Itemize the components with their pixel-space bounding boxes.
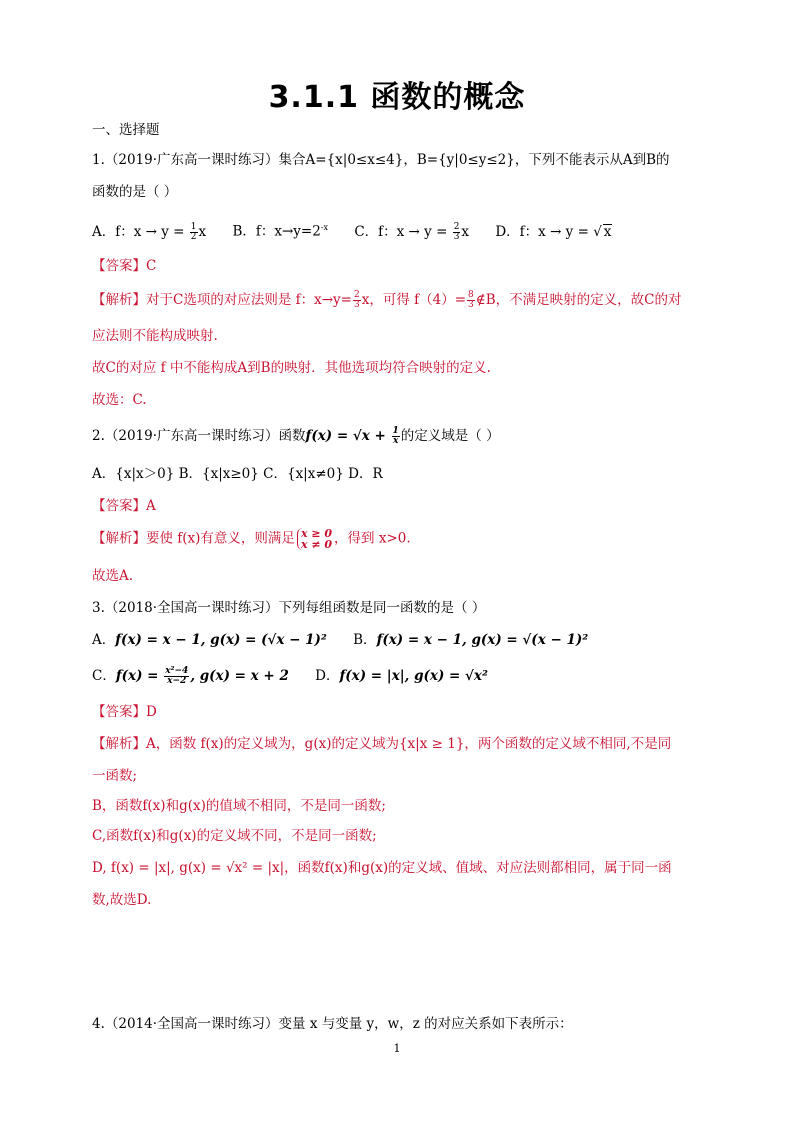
q2-answer: 【答案】A: [92, 498, 156, 514]
q3-explanation-line5: D, f(x) = |x|, g(x) = √x² = |x|，函数f(x)和g(x)的定义域、值域、对应法则都相同，属于同一函: [92, 860, 672, 876]
q1-explanation-line4: 故选：C.: [92, 392, 147, 408]
q1-explanation-line2: 应法则不能构成映射.: [92, 328, 218, 344]
q2-options: A．{x|x＞0} B．{x|x≥0} C．{x|x≠0} D．R: [92, 466, 383, 482]
q3-option-b: B．f(x) = x − 1, g(x) = √(x − 1)²: [353, 632, 589, 648]
q1-option-d: D．f：x → y = √ x: [495, 223, 612, 240]
q2-explanation-line2: 故选A.: [92, 568, 134, 584]
q3-options-cd: [92, 666, 510, 686]
q3-explanation-line2: 一函数;: [92, 768, 138, 784]
q1-stem-line1: 1.（2019·广东高一课时练习）集合A={x|0≤x≤4}，B={y|0≤y≤2}，下列不能表示从A到B的: [92, 152, 670, 168]
q1-answer: 【答案】C: [92, 258, 157, 274]
q3-stem: 3.（2018·全国高一课时练习）下列每组函数是同一函数的是（ ）: [92, 600, 486, 616]
q2-stem: 2.（2019·广东高一课时练习）函数f(x) = √x + $\frac{1}{x}$ 的定义域是（ ）: [92, 426, 500, 446]
q3-explanation-line3: B，函数f(x)和g(x)的值域不相同，不是同一函数;: [92, 798, 386, 814]
q1-explanation-line1: 【解析】对于C选项的对应法则是 f：x→y= $\frac{2}{3}$ x，可得 f（4）= $\frac{8}{3}$ ∉B，不满足映射的定义，故C的对: [92, 290, 682, 310]
q3-option-c: C．f(x) = $\frac{\text{x²−4}}{x-2}$ , g(x) = x + 2: [92, 666, 289, 686]
q1-option-c: C．f：x → y = $\frac{2}{3}$ x: [354, 221, 470, 242]
q1-option-a: A．f：x → y = $\frac{1}{2}$ x: [92, 221, 207, 242]
q1-option-b: B．f：$x\to y=2^{-x}$: [232, 223, 329, 240]
q3-answer: 【答案】D: [92, 704, 157, 720]
section-heading: 一、选择题: [92, 122, 160, 138]
q3-explanation-line4: C,函数f(x)和g(x)的定义域不同，不是同一函数;: [92, 828, 377, 844]
page-title: 3.1.1 函数的概念: [268, 80, 526, 115]
q4-stem: 4.（2014·全国高一课时练习）变量 x 与变量 y，w，z 的对应关系如下表所示：: [92, 1016, 573, 1032]
q1-stem-line2: 函数的是（ ）: [92, 184, 178, 200]
q3-options-ab: [92, 630, 610, 650]
q3-explanation-line1: 【解析】A，函数 f(x)的定义域为，g(x)的定义域为{x|x ≥ 1}，两个函数的定义域不相同,不是同: [92, 736, 672, 752]
q1-options: [92, 218, 634, 242]
q3-option-a: A．f(x) = x − 1, g(x) = (√x − 1)²: [92, 632, 327, 648]
q1-explanation-line3: 故C的对应 f 中不能构成A到B的映射．其他选项均符合映射的定义.: [92, 360, 491, 376]
q2-inequality-system: x ≥ 0 x ≠ 0: [297, 528, 332, 550]
q3-option-d: D．f(x) = |x|, g(x) = √x²: [315, 668, 488, 684]
page-number: 1: [393, 1042, 401, 1055]
q2-explanation-line1: 【解析】要使 f(x)有意义，则满足 x ≥ 0 x ≠ 0 ，得到 x>0.: [92, 527, 411, 551]
q3-explanation-line6: 数,故选D.: [92, 892, 152, 908]
